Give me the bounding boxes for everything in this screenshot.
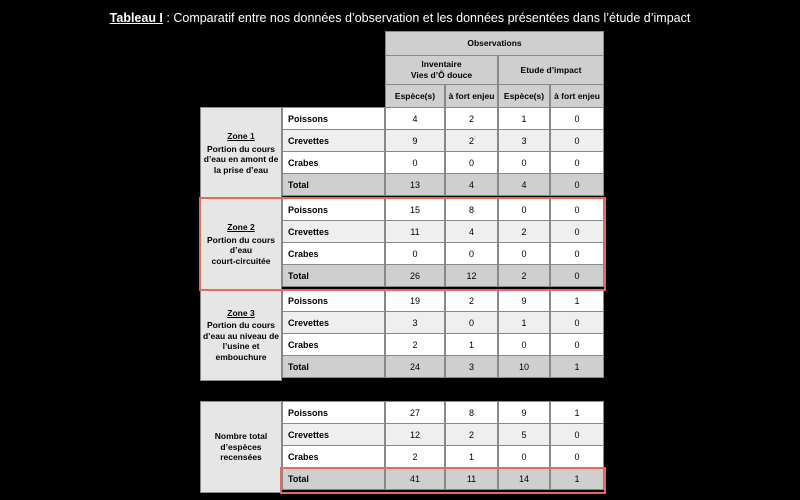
header-group-etude: Etude d’impact [498, 55, 604, 85]
category-label: Crabes [282, 445, 385, 468]
table-cell: 2 [385, 333, 445, 356]
table-cell: 9 [498, 401, 550, 424]
table-cell: 41 [385, 467, 445, 490]
table-cell: 2 [498, 220, 550, 243]
category-label: Crevettes [282, 423, 385, 446]
category-label: Poissons [282, 198, 385, 221]
header-column: Espèce(s) [498, 84, 550, 108]
category-label: Crabes [282, 242, 385, 265]
table-cell: 2 [445, 289, 498, 312]
table-cell: 0 [385, 151, 445, 174]
table-title-separator: : [162, 11, 174, 25]
header-column: Espèce(s) [385, 84, 445, 108]
table-cell: 5 [498, 423, 550, 446]
table-cell: 24 [385, 355, 445, 378]
table-cell: 0 [445, 151, 498, 174]
table-cell: 0 [498, 198, 550, 221]
table-cell: 3 [385, 311, 445, 334]
table-cell: 8 [445, 198, 498, 221]
total-label: Total [282, 467, 385, 490]
table-title [0, 11, 800, 25]
table-cell: 0 [550, 423, 604, 446]
table-cell: 9 [498, 289, 550, 312]
table-cell: 3 [498, 129, 550, 152]
total-label: Total [282, 264, 385, 287]
table-cell: 0 [550, 445, 604, 468]
table-cell: 3 [445, 355, 498, 378]
table-cell: 0 [550, 333, 604, 356]
table-cell: 1 [445, 445, 498, 468]
table-cell: 1 [498, 311, 550, 334]
category-label: Crabes [282, 151, 385, 174]
table-cell: 2 [445, 129, 498, 152]
zone-label [200, 107, 282, 199]
summary-label: Nombre total d’espèces recensées [200, 401, 282, 493]
table-cell: 0 [498, 151, 550, 174]
table-cell: 0 [550, 198, 604, 221]
table-cell: 0 [498, 333, 550, 356]
zone-name: Zone 2 [227, 222, 255, 232]
table-cell: 26 [385, 264, 445, 287]
category-label: Crevettes [282, 311, 385, 334]
table-cell: 2 [385, 445, 445, 468]
table-cell: 2 [445, 423, 498, 446]
table-cell: 1 [498, 107, 550, 130]
table-cell: 2 [498, 264, 550, 287]
zone-description: Portion du cours d’eau en amont de la prise d’eau [203, 143, 279, 175]
table-cell: 0 [550, 311, 604, 334]
table-cell: 0 [385, 242, 445, 265]
zone-label [200, 198, 282, 290]
category-label: Crevettes [282, 129, 385, 152]
table-cell: 0 [550, 129, 604, 152]
table-cell: 1 [550, 401, 604, 424]
table-cell: 1 [550, 289, 604, 312]
category-label: Poissons [282, 401, 385, 424]
total-label: Total [282, 173, 385, 196]
table-cell: 1 [550, 467, 604, 490]
table-cell: 0 [550, 242, 604, 265]
header-observations: Observations [385, 31, 604, 56]
table-title-text: Comparatif entre nos données d’observation et les données présentées dans l’étude d’impact [173, 11, 691, 25]
table-cell: 2 [445, 107, 498, 130]
total-label: Total [282, 355, 385, 378]
zone-name: Zone 3 [227, 307, 255, 318]
table-cell: 0 [498, 445, 550, 468]
table-cell: 13 [385, 173, 445, 196]
table-cell: 1 [445, 333, 498, 356]
table-cell: 4 [385, 107, 445, 130]
table-cell: 15 [385, 198, 445, 221]
category-label: Crevettes [282, 220, 385, 243]
table-cell: 0 [550, 107, 604, 130]
table-cell: 0 [550, 173, 604, 196]
table-cell: 8 [445, 401, 498, 424]
table-cell: 12 [445, 264, 498, 287]
table-cell: 0 [445, 311, 498, 334]
header-group-inventaire: Inventaire Vies d’Ô douce [385, 55, 498, 85]
header-column: à fort enjeu [550, 84, 604, 108]
table-cell: 11 [385, 220, 445, 243]
table-cell: 0 [550, 151, 604, 174]
table-cell: 4 [445, 220, 498, 243]
zone-description: Portion du cours d’eau court-circuitée [207, 234, 275, 266]
table-cell: 11 [445, 467, 498, 490]
table-cell: 27 [385, 401, 445, 424]
zone-label [200, 289, 282, 381]
table-cell: 12 [385, 423, 445, 446]
table-cell: 0 [498, 242, 550, 265]
category-label: Crabes [282, 333, 385, 356]
table-cell: 14 [498, 467, 550, 490]
zone-description: Portion du cours d’eau au niveau de l’usine et embouchure [202, 320, 280, 362]
table-cell: 1 [550, 355, 604, 378]
header-column: à fort enjeu [445, 84, 498, 108]
category-label: Poissons [282, 107, 385, 130]
table-cell: 10 [498, 355, 550, 378]
table-cell: 4 [445, 173, 498, 196]
zone-name: Zone 1 [227, 131, 255, 141]
table-cell: 9 [385, 129, 445, 152]
category-label: Poissons [282, 289, 385, 312]
table-cell: 4 [498, 173, 550, 196]
table-title-label: Tableau I [109, 11, 163, 25]
table-cell: 0 [550, 220, 604, 243]
table-cell: 0 [550, 264, 604, 287]
table-cell: 19 [385, 289, 445, 312]
table-cell: 0 [445, 242, 498, 265]
